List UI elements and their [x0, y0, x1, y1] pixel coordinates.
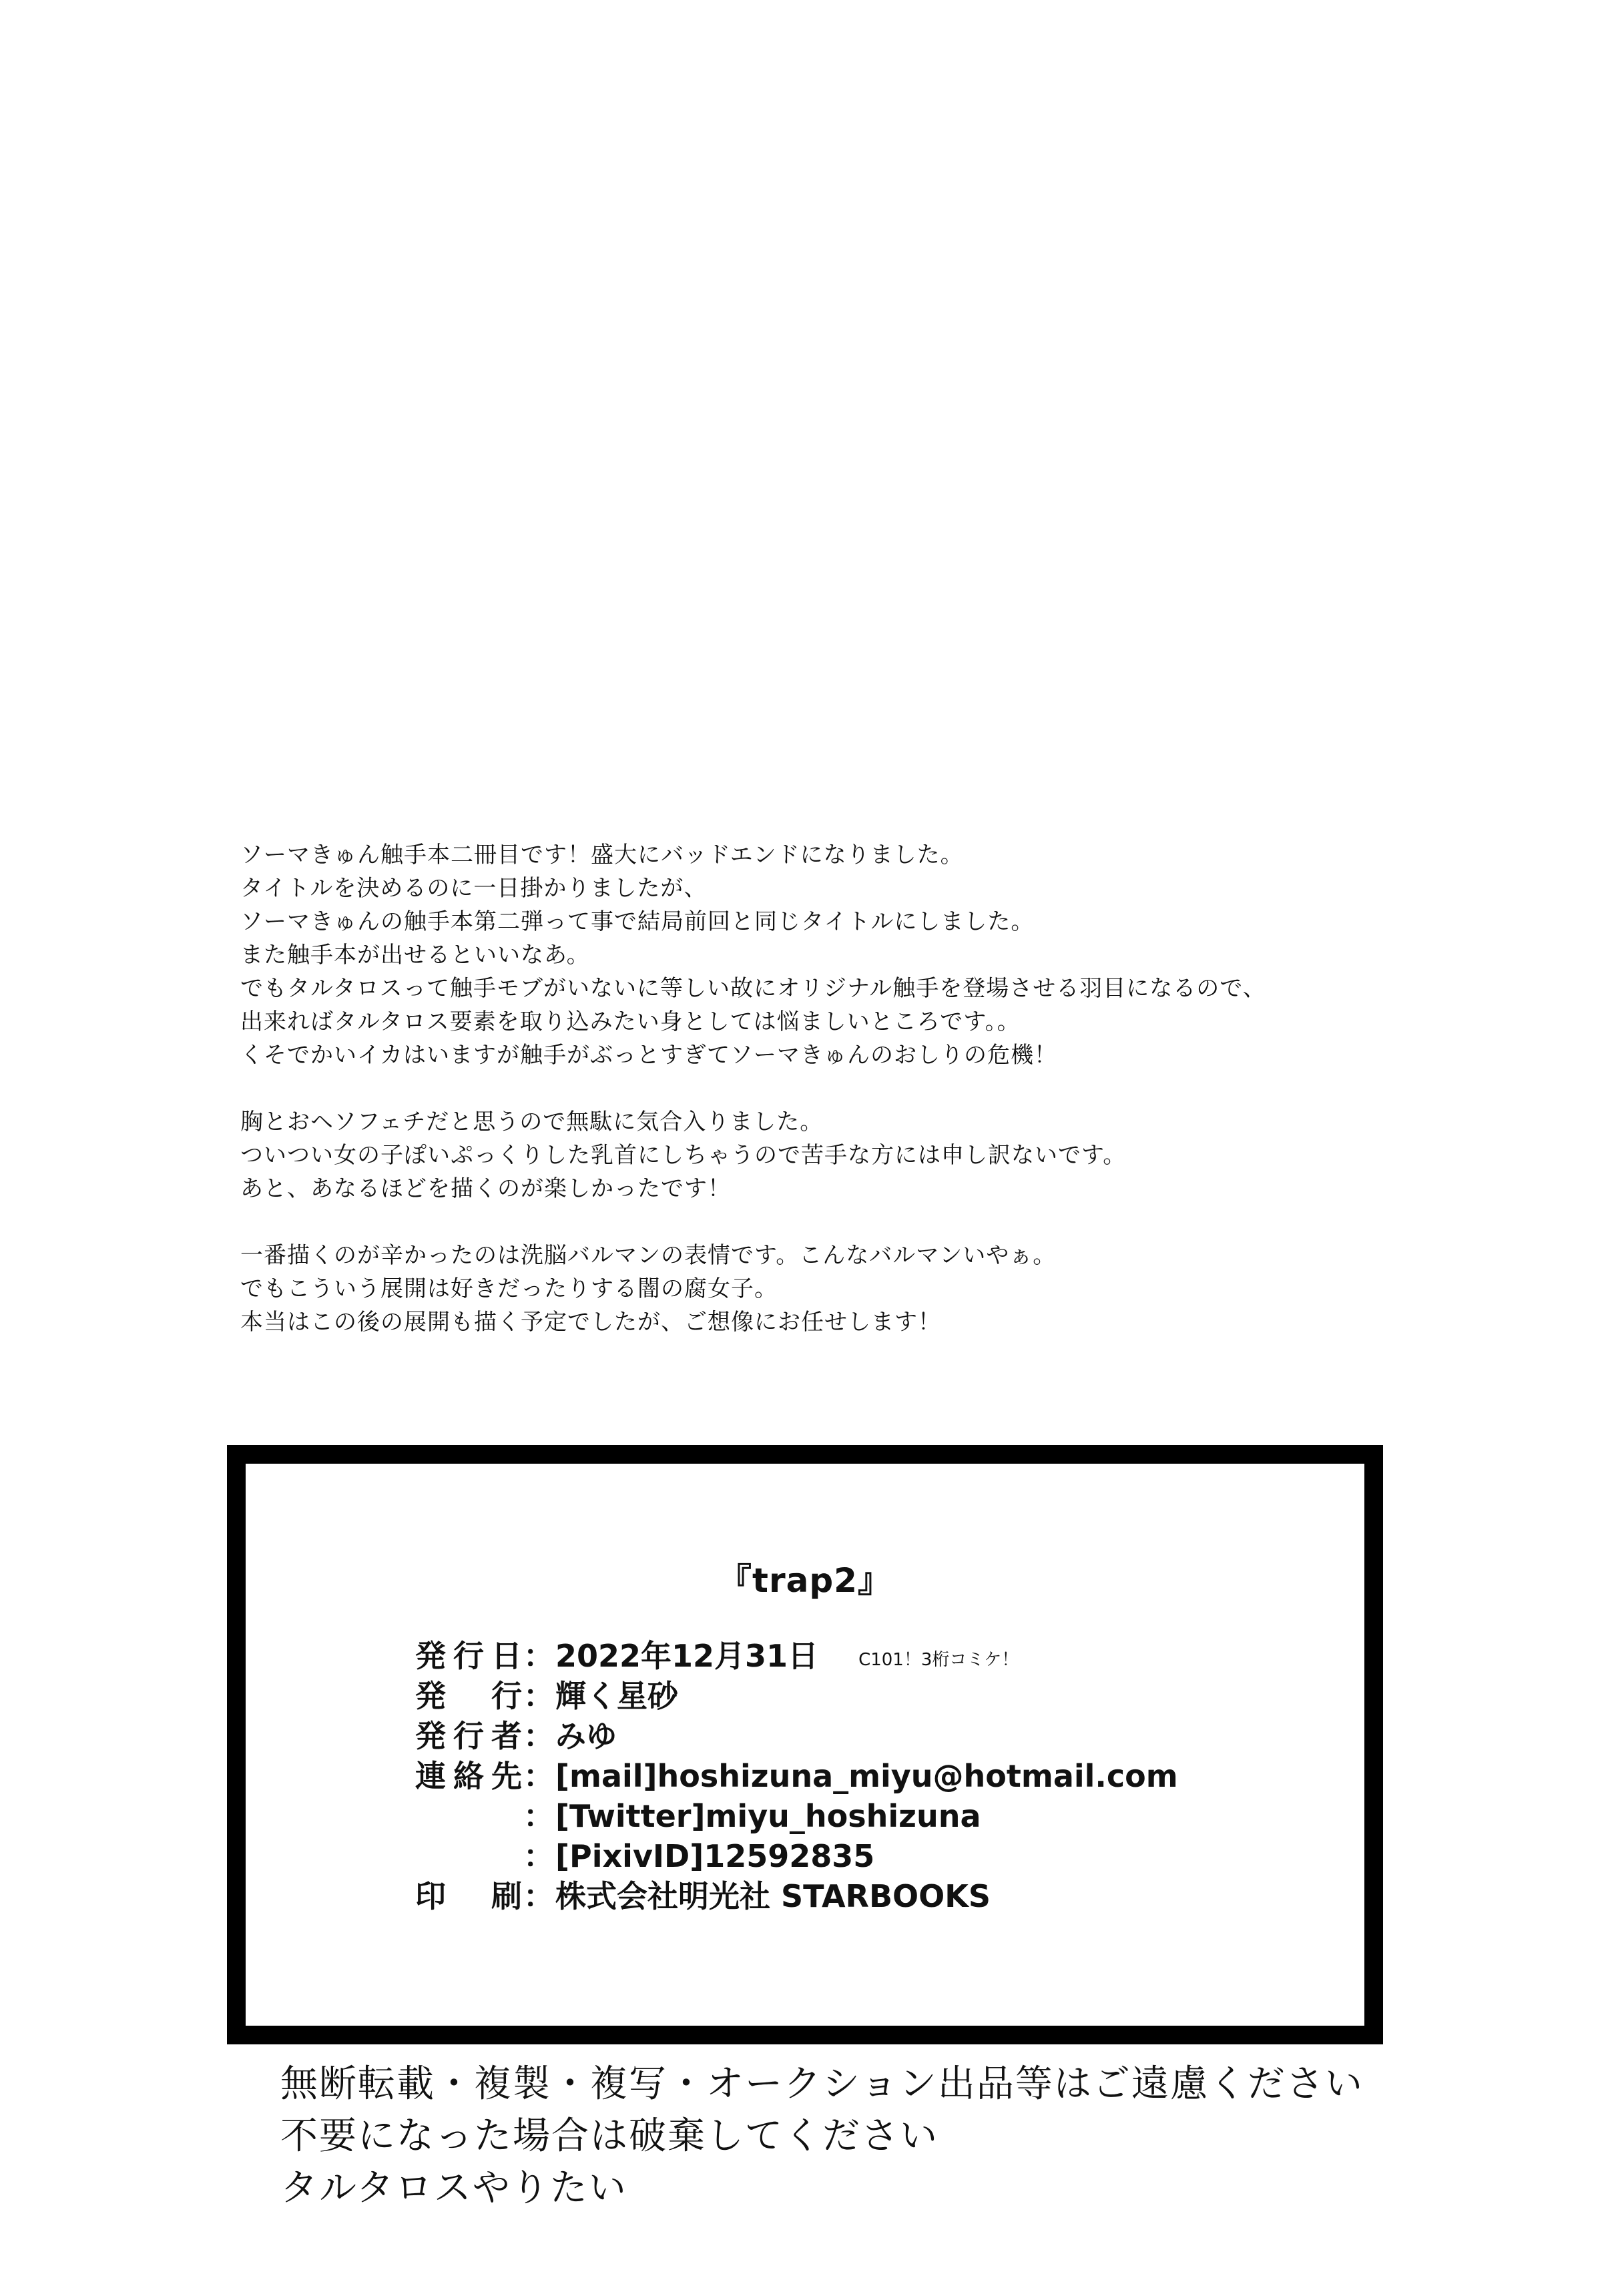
info-separator: ：: [523, 1838, 554, 1874]
info-value: 株式会社明光社 STARBOOKS: [555, 1878, 991, 1914]
afterword-paragraph: [240, 1105, 1509, 1205]
colophon-info: [415, 1636, 1178, 1916]
info-separator: ：: [523, 1758, 554, 1794]
afterword-line: でもタルタロスって触手モブがいないに等しい故にオリジナル触手を登場させる羽目になるので、: [240, 975, 1266, 1002]
afterword-line: また触手本が出せるといいなあ。: [240, 942, 590, 968]
afterword-line: でもこういう展開は好きだったりする闇の腐女子。: [240, 1275, 778, 1302]
colophon-box: [227, 1445, 1383, 2044]
afterword-line: 胸とおヘソフェチだと思うので無駄に気合入りました。: [240, 1109, 824, 1135]
publish-date-row: [415, 1636, 1178, 1676]
afterword-text: [240, 838, 1509, 1372]
event-note: C101！3桁コミケ！: [858, 1650, 1019, 1670]
info-value: 輝く星砂: [555, 1678, 678, 1714]
author-row: [415, 1716, 1178, 1756]
afterword-paragraph: [240, 1239, 1509, 1339]
info-value: 2022年12月31日: [555, 1638, 819, 1674]
info-value: [mail]hoshizuna_miyu@hotmail.com: [555, 1758, 1178, 1794]
publisher-row: [415, 1676, 1178, 1716]
afterword-line: ついつい女の子ぽいぷっくりした乳首にしちゃうので苦手な方には申し訳ないです。: [240, 1142, 1127, 1169]
afterword-line: ソーマきゅんの触手本第二弾って事で結局前回と同じタイトルにしました。: [240, 908, 1035, 935]
info-separator: ：: [523, 1718, 554, 1754]
afterword-line: 一番描くのが辛かったのは洗脳バルマンの表情です。こんなバルマンいやぁ。: [240, 1242, 1057, 1269]
info-label: 連絡先: [415, 1758, 522, 1794]
afterword-line: くそでかいイカはいますが触手がぶっとすぎてソーマきゅんのおしりの危機！: [240, 1042, 1057, 1069]
info-label: 発行: [415, 1678, 522, 1714]
afterword-line: ソーマきゅん触手本二冊目です！盛大にバッドエンドになりました。: [240, 842, 964, 868]
info-value: みゆ: [555, 1718, 617, 1754]
info-label: 印刷: [415, 1878, 522, 1914]
printer-row: [415, 1876, 1178, 1916]
info-separator: ：: [523, 1678, 554, 1714]
notice-line: 不要になった場合は破棄してください: [280, 2114, 939, 2158]
afterword-line: 本当はこの後の展開も描く予定でしたが、ご想像にお任せします！: [240, 1309, 941, 1336]
afterword-line: あと、あなるほどを描くのが楽しかったです！: [240, 1175, 731, 1202]
contact-twitter-row: [415, 1796, 1178, 1836]
contact-mail-row: [415, 1756, 1178, 1796]
notices: [280, 2058, 1364, 2215]
notice-line: 無断転載・複製・複写・オークション出品等はご遠慮ください: [280, 2062, 1364, 2106]
info-label: 発行者: [415, 1718, 522, 1754]
info-separator: ：: [523, 1878, 554, 1914]
info-separator: ：: [523, 1638, 554, 1674]
info-value: [Twitter]miyu_hoshizuna: [555, 1798, 981, 1834]
contact-pixiv-row: [415, 1836, 1178, 1876]
info-value: [PixivID]12592835: [555, 1838, 875, 1874]
notice-line: タルタロスやりたい: [280, 2167, 627, 2210]
afterword-paragraph: [240, 838, 1509, 1072]
info-separator: ：: [523, 1798, 554, 1834]
info-label: 発行日: [415, 1638, 522, 1674]
book-title: 『trap2』: [718, 1561, 892, 1600]
afterword-line: タイトルを決めるのに一日掛かりましたが、: [240, 875, 708, 902]
afterword-line: 出来ればタルタロス要素を取り込みたい身としては悩ましいところです。。: [240, 1009, 1021, 1035]
